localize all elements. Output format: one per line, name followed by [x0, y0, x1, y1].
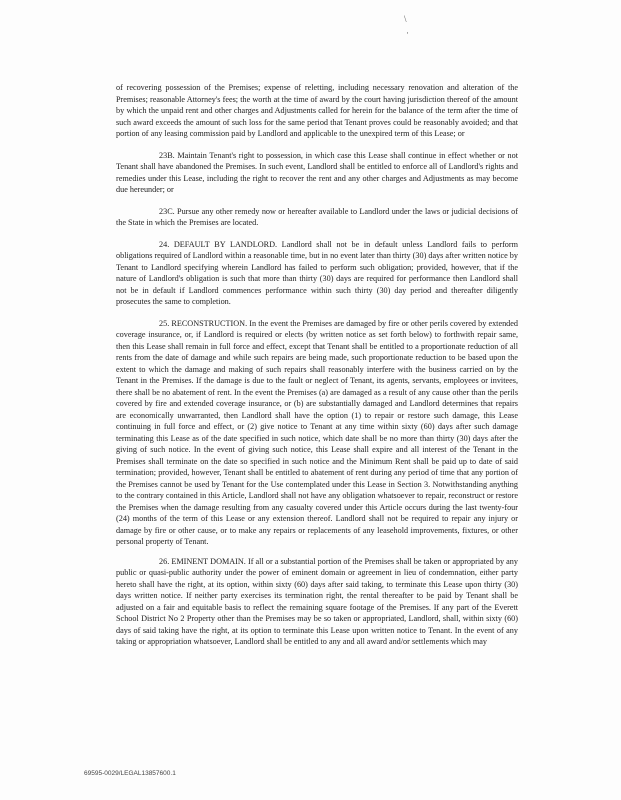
paragraph-23c: 23C. Pursue any other remedy now or hereafter available to Landlord under the laws or judicial decisions of the State in which the Premises are located. [116, 206, 518, 227]
document-footer-id: 69595-0029/LEGAL13857600.1 [84, 770, 176, 777]
section-26-eminent-domain: 26. EMINENT DOMAIN. If all or a substantial portion of the Premises shall be taken or appropriated by any public or quasi-public authority under the power of eminent domain or agreement in lieu of condemnation, either party hereto shall have the right, at its option, within sixty (60) days after said taking, to terminate this Lease upon thirty (30) days written notice. If neither party exercises its termination right, the rental thereafter to be paid by Tenant shall be adjusted on a fair and equitable basis to reflect the remaining square footage of the Premises. If any part of the Everett School District No 2 Property other than the Premises may be so taken or appropriated, Landlord, shall, within sixty (60) days of said taking have the right, at its option to terminate this Lease upon written notice to Tenant. In the event of any taking or appropriation whatsoever, Landlord shall be entitled to any and all award and/or settlements which may [116, 556, 518, 646]
paragraph-23b: 23B. Maintain Tenant's right to possession, in which case this Lease shall continue in effect whether or not Tenant shall have abandoned the Premises. In such event, Landlord shall be entitled to enforce all of Landlord's rights and remedies under this Lease, including the right to recover the rent and any other charges and Adjustments as may become due hereunder; or [116, 150, 518, 194]
scan-mark: · [406, 28, 409, 38]
section-25-reconstruction: 25. RECONSTRUCTION. In the event the Premises are damaged by fire or other perils covered by extended coverage insurance, or, if Landlord is required or elects (by written notice as set forth below) to forthwith repair same, then this Lease shall remain in full force and effect, except that Tenant shall be entitled to a proportionate reduction of all rents from the date of damage and while such repairs are being made, such proportionate reduction to be based upon the extent to which the damage and making of such repairs shall reasonably interfere with the business carried on by the Tenant in the Premises. If the damage is due to the fault or neglect of Tenant, its agents, servants, employees or invitees, there shall be no abatement of rent. In the event the Premises (a) are damaged as a result of any cause other than the perils covered by fire and extended coverage insurance, or (b) are substantially damaged and Landlord determines that repairs are economically unwarranted, then Landlord shall have the option (1) to repair or restore such damage, this Lease continuing in full force and effect, or (2) give notice to Tenant at any time within sixty (60) days after such damage terminating this Lease as of the date specified in such notice, which date shall be no more than thirty (30) days after the giving of such notice. In the event of giving such notice, this Lease shall expire and all interest of the Tenant in the Premises shall terminate on the date so specified in such notice and the Minimum Rent shall be paid up to date of said termination; provided, however, Tenant shall be entitled to abatement of rent during any period of time that any portion of the Premises cannot be used by Tenant for the Use contemplated under this Lease in Section 3. Notwithstanding anything to the contrary contained in this Article, Landlord shall not have any obligation whatsoever to repair, reconstruct or restore the Premises when the damage resulting from any casualty covered under this Article occurs during the last twenty-four (24) months of the term of this Lease or any extension thereof. Landlord shall not be required to repair any injury or damage by fire or other cause, or to make any repairs or replacements of any leasehold improvements, fixtures, or other personal property of Tenant. [116, 318, 518, 546]
section-24-default-by-landlord: 24. DEFAULT BY LANDLORD. Landlord shall not be in default unless Landlord fails to perform obligations required of Landlord within a reasonable time, but in no event later than thirty (30) days after written notice by Tenant to Landlord specifying wherein Landlord has failed to perform such obligation; provided, however, that if the nature of Landlord's obligation is such that more than thirty (30) days are required for performance then Landlord shall not be in default if Landlord commences performance within such thirty (30) day period and thereafter diligently prosecutes the same to completion. [116, 239, 518, 306]
paragraph-continuation: of recovering possession of the Premises; expense of reletting, including necessary renovation and alteration of the Premises; reasonable Attorney's fees; the worth at the time of award by the court having jurisdiction thereof of the amount by which the unpaid rent and other charges and Adjustments called for herein for the balance of the term after the time of such award exceeds the amount of such loss for the same period that Tenant proves could be reasonably avoided; and that portion of any leasing commission paid by Landlord and applicable to the unexpired term of this Lease; or [116, 83, 518, 138]
lease-text [116, 82, 518, 648]
scan-mark: \ [404, 14, 407, 24]
